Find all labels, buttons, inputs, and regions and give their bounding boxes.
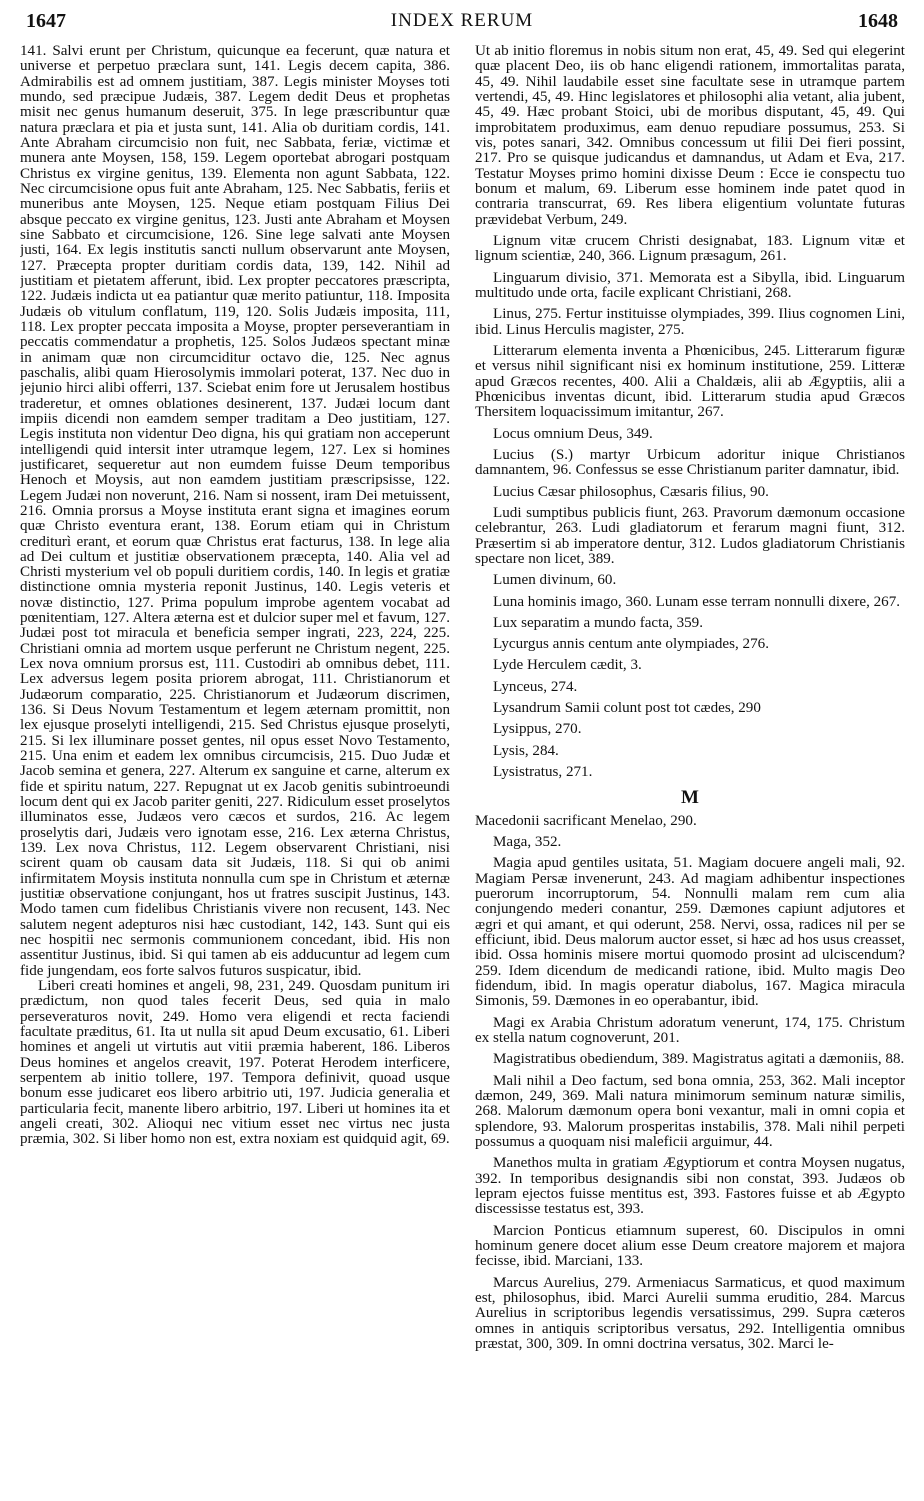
- index-entry: Lysistratus, 271.: [493, 764, 593, 781]
- index-entry: Luna hominis imago, 360. Lunam esse terram nonnulli dixere, 267.: [493, 593, 901, 610]
- index-entry: Ut ab initio floremus in nobis situm non erat, 45, 49. Sed qui elegerint quæ placent Deo, iis ob hanc eligendi rationem, immortalitas parata, 45, 49. Nihil laudabile esset sine facultate sese in utramque partem vertendi, 45, 49. Hinc legislatores et philosophi alia vetant, alia jubent, 45, 49. Hæc probant Stoici, ubi de moribus disputant, 45, 49. Qui improbitatem produximus, eam denuo repudiare possumus, 253. Si vis, potes sanari, 342. Omnibus concessum ut filii Dei fieri possint, 217. Pro se quisque judicandus et damnandus, ut Adam et Eva, 217. Testatur Moyses primo homini dixisse Deum : Ecce ie conspectu tuo bonum et malum, 69. Liberum esse hominem inde patet quod in contraria transcurrat, 69. Res libera eligentium voluntate futuras prævidebat Verbum, 249.: [475, 44, 905, 228]
- page-number-right: 1648: [858, 10, 898, 32]
- index-entry: Lycurgus annis centum ante olympiades, 276.: [493, 636, 769, 653]
- index-entry: Magia apud gentiles usitata, 51. Magiam docuere angeli mali, 92. Magiam Persæ invenerunt, 243. Ad magiam adhibentur inspectiones puerorum incorruptorum, 54. Nonnulli malam rem cum alia conjungendo mederi conantur, 259. Dæmones capiunt adjutores et ægri et qui amant, et qui oderunt, 258. Nervi, ossa, radices nil per se efficiunt, ibid. Deus malorum auctor esset, si hæc ad hos usus creasset, ibid. Ossa hominis misere mortui quomodo prosint ad ulciscendum? 259. Idem dicendum de medicandi ratione, ibid. Multo magis Deo fidendum, ibid. In magis operatur diabolus, 167. Magica miracula Simonis, 59. Dæmones in eo operabantur, ibid.: [475, 855, 905, 1010]
- index-entry: Marcus Aurelius, 279. Armeniacus Sarmaticus, et quod maximum est, philosophus, ibid. Marci Aurelii summa eruditio, 284. Marcus Aurelius in scriptoribus legendis versatissimus, 299. Supra cæteros omnes in antiquis scriptoribus versatus, 292. Intelligentia omnibus præstat, 300, 309. In omni doctrina versatus, 302. Marci le-: [475, 1274, 905, 1352]
- section-letter: M: [681, 787, 699, 809]
- index-entry: Linguarum divisio, 371. Memorata est a Sibylla, ibid. Linguarum multitudo unde orta, facile explicant Christiani, 268.: [475, 269, 905, 301]
- index-entry: Litterarum elementa inventa a Phœnicibus, 245. Litterarum figuræ et versus nihil significant nisi ex hominum institutione, 259. Litteræ apud Græcos recentes, 400. Alii a Chaldæis, alii ab Ægyptiis, alii a Phœnicibus inventas dicunt, ibid. Litterarum studia apud Græcos Thersitem loquacissimum imitantur, 267.: [475, 342, 905, 421]
- index-entry: Magistratibus obediendum, 389. Magistratus agitati a dæmoniis, 88.: [493, 1051, 905, 1068]
- index-entry: Lignum vitæ crucem Christi designabat, 183. Lignum vitæ et lignum scientiæ, 240, 366. Lignum præsagum, 261.: [475, 232, 905, 265]
- index-entry: Lumen divinum, 60.: [493, 572, 617, 589]
- index-entry: Lysis, 284.: [493, 742, 559, 759]
- index-entry: Magi ex Arabia Christum adoratum venerunt, 174, 175. Christum ex stella natum cognoverunt, 201.: [475, 1014, 905, 1047]
- index-entry: Lucius (S.) martyr Urbicum adoritur inique Christianos damnantem, 96. Confessus se esse Christianum pariter damnatur, ibid.: [475, 446, 905, 479]
- index-entry: Macedonii sacrificant Menelao, 290.: [475, 812, 697, 829]
- index-entry: Lynceus, 274.: [493, 678, 578, 695]
- right-column: [475, 44, 905, 1492]
- index-entry: Locus omnium Deus, 349.: [493, 425, 653, 442]
- index-entry: Marcion Ponticus etiamnum superest, 60. Discipulos in omni hominum genere docet alium esse Deum creatore majorem et majora fecisse, ibid. Marciani, 133.: [475, 1222, 905, 1270]
- running-title: INDEX RERUM: [390, 10, 534, 31]
- index-entry: Lyde Herculem cædit, 3.: [493, 657, 642, 674]
- index-entry: Lysandrum Samii colunt post tot cædes, 290: [493, 700, 761, 717]
- left-column: [20, 44, 450, 1492]
- index-entry: Maga, 352.: [493, 834, 562, 851]
- index-entry: Lux separatim a mundo facta, 359.: [493, 614, 703, 631]
- index-entry: 141. Salvi erunt per Christum, quicunque ea fecerunt, quæ natura et universe et perpetuo præclara sunt, 141. Legis decem capita, 386. Admirabilis est ad omnem justitiam, 387. Legis minister Moyses toti mundo, sed præcipue Judæis, 387. Legem dedit Deus et prophetas misit nec genus humanum deseruit, 375. In lege præscribuntur quæ natura præclara et pia et justa sunt, 141. Alia ob duritiam cordis, 141. Ante Abraham circumcisio non fuit, nec Sabbata, feriæ, victimæ et munera ante Moysen, 158, 159. Legem oportebat abrogari postquam Christus ex virgine genitus, 139. Elementa non agunt Sabbata, 122. Nec circumcisione opus fuit ante Abraham, 125. Nec Sabbatis, feriis et muneribus ante Moysen, 125. Neque etiam postquam Filius Dei absque peccato ex virgine genitus, 123. Justi ante Abraham et Moysen sine Sabbato et circumcisione, 126. Sine lege salvati ante Moysen justi, 164. Ex legis institutis sancti nullum observarunt ante Moysen, 127. Præcepta propter duritiam cordis data, 139, 142. Nihil ad justitiam et pietatem afferunt, ibid. Lex propter peccatores præscripta, 122. Judæis indicta ut ea patiantur quæ merito patiuntur, 118. Imposita Judæis ob vitulum conflatum, 119, 120. Solis Judæis imposita, 111, 118. Lex propter peccata imposita a Moyse, propter perseverantiam in peccatis commendatur a prophetis, 125. Solos Judæos spectant minæ in animam quæ non circumciditur octavo die, 125. Nec agnus paschalis, alibi quam Hierosolymis immolari poterat, 137. Nec duo in jejunio hirci alibi offerri, 137. Sciebat enim fore ut Jerusalem hostibus traderetur, et omnes oblationes desinerent, 137. Judæi locum dant impiis dicendi non eamdem semper traditam a Deo justitiam, 127. Legis instituta non videntur Deo digna, his qui gratiam non acceperunt intelligendi quid intersit inter utramque legem, 127. Lex si homines justificaret, sequeretur aut non eumdem fuisse Deum temporibus Henoch et Moysis, aut non eamdem justitiam præscripsisse, 122. Legem Judæi non noverunt, 216. Nam si nossent, iram Dei metuissent, 216. Omnia prorsus a Moyse instituta erant signa et imagines eorum quæ Christo eventura erant, 138. Eorum etiam qui in Christum crediturì erant, et eorum quæ Christus erat facturus, 138. In lege alia ad Dei cultum et justitiæ observationem præcepta, 140. Alia vel ad Christi mysterium vel ob populi duritiem cordis, 140. In legis et gratiæ distinctione omnia mysteria reponit Justinus, 140. Legis veteris et novæ distinctio, 127. Prima populum improbe agentem vocabat ad pœnitentiam, 127. Altera æterna est et dulcior super mel et favum, 127. Judæi post tot miracula et beneficia semper ingrati, 223, 224, 225. Christiani omnia ad mortem usque perferunt ne Christum negent, 225. Lex nova omnium prorsus est, 111. Custodiri ab omnibus debet, 111. Lex adversus legem posita priorem abrogat, 111. Christianorum et Judæorum comparatio, 225. Christianorum et Judæorum discrimen, 136. Si Deus Novum Testamentum et legem æternam promittit, non lex ejusque proselyti intelligendi, 215. Sed Christus ejusque proselyti, 215. Si lex illuminare posset gentes, nil opus esset Novo Testamento, 215. Una enim et eadem lex omnibus circumcisis, 215. Duo Judæ et Jacob semina et genera, 227. Alterum ex sanguine et carne, alterum ex fide et spiritu natum, 227. Repugnat ut ex Jacob genitis subintroeundi locum dent qui ex Jacob pariter geniti, 227. Ridiculum esset proselytos illuminatos esse, Judæos vero cæcos et surdos, 216. Ac legem proselytis dari, Judæis vero ignotam esse, 216. Lex æterna Christus, 139. Lex nova Christus, 112. Legem observarent Christiani, nisi scirent quam ob causam data sit Judæis, 118. Si qui ob animi infirmitatem Moysis instituta nonnulla cum spe in Christum et æternæ justitiæ observatione conjungant, hos ut fratres suscipit Justinus, 143. Modo tamen cum fidelibus Christianis vivere non recusent, 143. Nec salutem negent adepturos nisi hæc custodiant, 142, 143. Sunt qui eis nec hospitii nec sermonis communionem concedant, ibid. His non assentitur Justinus, ibid. Si qui tamen ab eis adducuntur ad legem cum fide jungendam, eos forte salvos futuros suspicatur, ibid.: [20, 44, 450, 979]
- page-number-left: 1647: [26, 10, 66, 32]
- index-entry: Liberi creati homines et angeli, 98, 231, 249. Quosdam punitum iri prædictum, non quod tales fecerit Deus, sed quia in malo perseveraturos novit, 249. Homo vera eligendi et recta faciendi facultate præditus, 61. Ita ut nulla sit apud Deum excusatio, 61. Liberi homines et angeli ut virtutis aut vitii præmia haberent, 186. Liberos Deus homines et angelos creavit, 197. Poterat Herodem interficere, serpentem ab initio tollere, 197. Tempora definivit, quoad usque bonum esse judicaret eos libero arbitrio uti, 197. Judicia generalia et particularia fecit, manente libero arbitrio, 197. Liberi ut homines ita et angeli creati, 302. Alioqui nec vitium esset nec virtus nec justa præmia, 302. Si liber homo non est, extra noxiam est quidquid agit, 69.: [20, 978, 450, 1148]
- index-entry: Mali nihil a Deo factum, sed bona omnia, 253, 362. Mali inceptor dæmon, 249, 369. Mali natura minimorum seminum naturæ similis, 268. Malorum dæmonum opera boni vexantur, mali in omni copia et splendore, 93. Malorum prosperitas instabilis, 378. Mali nihil perpeti possumus a quoquam nisi maleficii arguimur, 44.: [475, 1072, 905, 1151]
- index-entry: Lysippus, 270.: [493, 721, 582, 738]
- index-entry: Ludi sumptibus publicis fiunt, 263. Pravorum dæmonum occasione celebrantur, 263. Ludi gladiatorum et ferarum magni fiunt, 312. Præsertim si ab imperatore dentur, 312. Ludos gladiatorum Christianis spectare non licet, 389.: [475, 504, 905, 567]
- page-header: [26, 10, 898, 38]
- index-entry: Manethos multa in gratiam Ægyptiorum et contra Moysen nugatus, 392. In temporibus designandis sibi non constat, 393. Judæos ob lepram ejectos fuisse mentitus est, 393. Fastores fuisse et ab Ægypto discessisse testatus est, 393.: [475, 1155, 905, 1218]
- index-entry: Linus, 275. Fertur instituisse olympiades, 399. Ilius cognomen Lini, ibid. Linus Herculis magister, 275.: [475, 306, 905, 338]
- index-entry: Lucius Cæsar philosophus, Cæsaris filius, 90.: [493, 483, 769, 500]
